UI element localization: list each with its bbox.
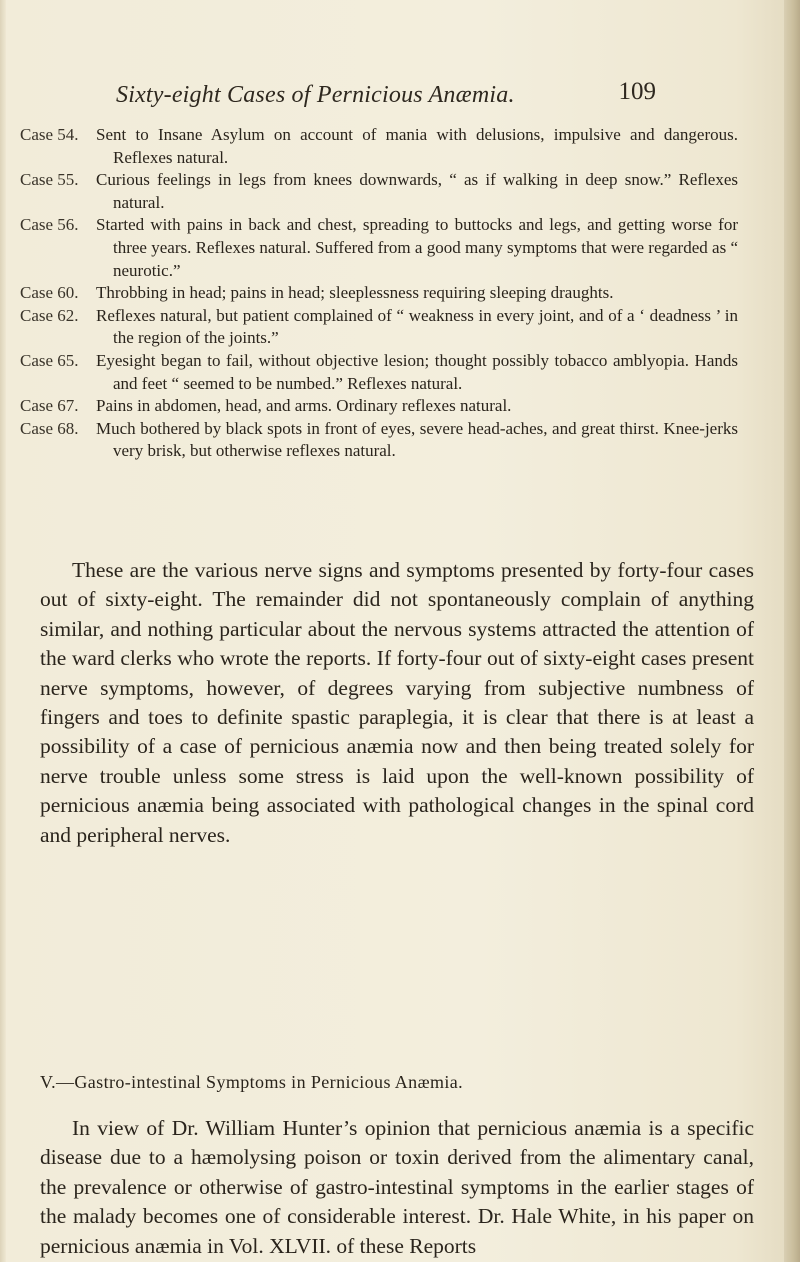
case-entry [20,169,760,214]
case-label: Case 56. [20,215,79,235]
case-text: Reflexes natural, but patient complained of “ weakness in every joint, and of a ‘ deadness ’ in the region of the joints.” [96,305,738,348]
case-text: Pains in abdomen, head, and arms. Ordinary reflexes natural. [96,396,512,416]
case-entry [20,418,760,463]
case-entry [20,305,760,350]
case-entry [20,395,760,418]
case-text: Much bothered by black spots in front of eyes, severe head-aches, and great thirst. Knee-jerks very brisk, but otherwise reflexes natural. [96,418,738,461]
page-binding-edge [784,0,800,1262]
case-text: Eyesight began to fail, without objective lesion; thought possibly tobacco amblyopia. Hands and feet “ seemed to be numbed.” Reflexes natural. [96,350,738,393]
case-entry [20,124,760,169]
case-entry [20,282,760,305]
body-paragraph: These are the various nerve signs and symptoms presented by forty-four cases out of sixty-eight. The remainder did not spontaneously complain of anything similar, and nothing particular about the nervous systems attracted the attention of the ward clerks who wrote the reports. If forty-four out of sixty-eight cases present nerve symptoms, however, of degrees varying from subjective numbness of fingers and toes to definite spastic paraplegia, it is clear that there is at least a possibility of a case of pernicious anæmia now and then being treated solely for nerve trouble unless some stress is laid upon the well-known possibility of pernicious anæmia being associated with pathological changes in the spinal cord and peripheral nerves. [40,558,754,847]
page-number: 109 [618,78,656,105]
case-label: Case 54. [20,125,79,144]
page-left-edge [0,0,6,1262]
case-list [20,124,760,463]
page-header [116,78,656,118]
case-label: Case 62. [20,305,79,325]
case-label: Case 68. [20,418,79,438]
running-title: Sixty-eight Cases of Pernicious Anæmia. [116,82,515,108]
case-label: Case 67. [20,396,79,416]
case-text: Sent to Insane Asylum on account of mania with delusions, impulsive and dangerous. Reflexes natural. [96,125,738,167]
case-text: Started with pains in back and chest, spreading to buttocks and legs, and getting worse for three years. Reflexes natural. Suffered from a good many symptoms that were regarded as “ neurotic.” [96,215,738,280]
case-label: Case 65. [20,350,79,370]
section-heading: V.—Gastro-intestinal Symptoms in Pernicious Anæmia. [40,1072,464,1092]
body-paragraph: In view of Dr. William Hunter’s opinion that pernicious anæmia is a specific disease due to a hæmolysing poison or toxin derived from the alimentary canal, the prevalence or otherwise of gastro-intestinal symptoms in the earlier stages of the malady becomes one of considerable interest. Dr. Hale White, in his paper on pernicious anæmia in Vol. XLVII. of these Reports [40,1116,754,1258]
case-label: Case 55. [20,170,79,190]
case-entry [20,214,760,282]
case-label: Case 60. [20,283,79,303]
case-text: Curious feelings in legs from knees downwards, “ as if walking in deep snow.” Reflexes natural. [96,170,738,212]
case-entry [20,350,760,395]
case-text: Throbbing in head; pains in head; sleeplessness requiring sleeping draughts. [96,283,614,303]
